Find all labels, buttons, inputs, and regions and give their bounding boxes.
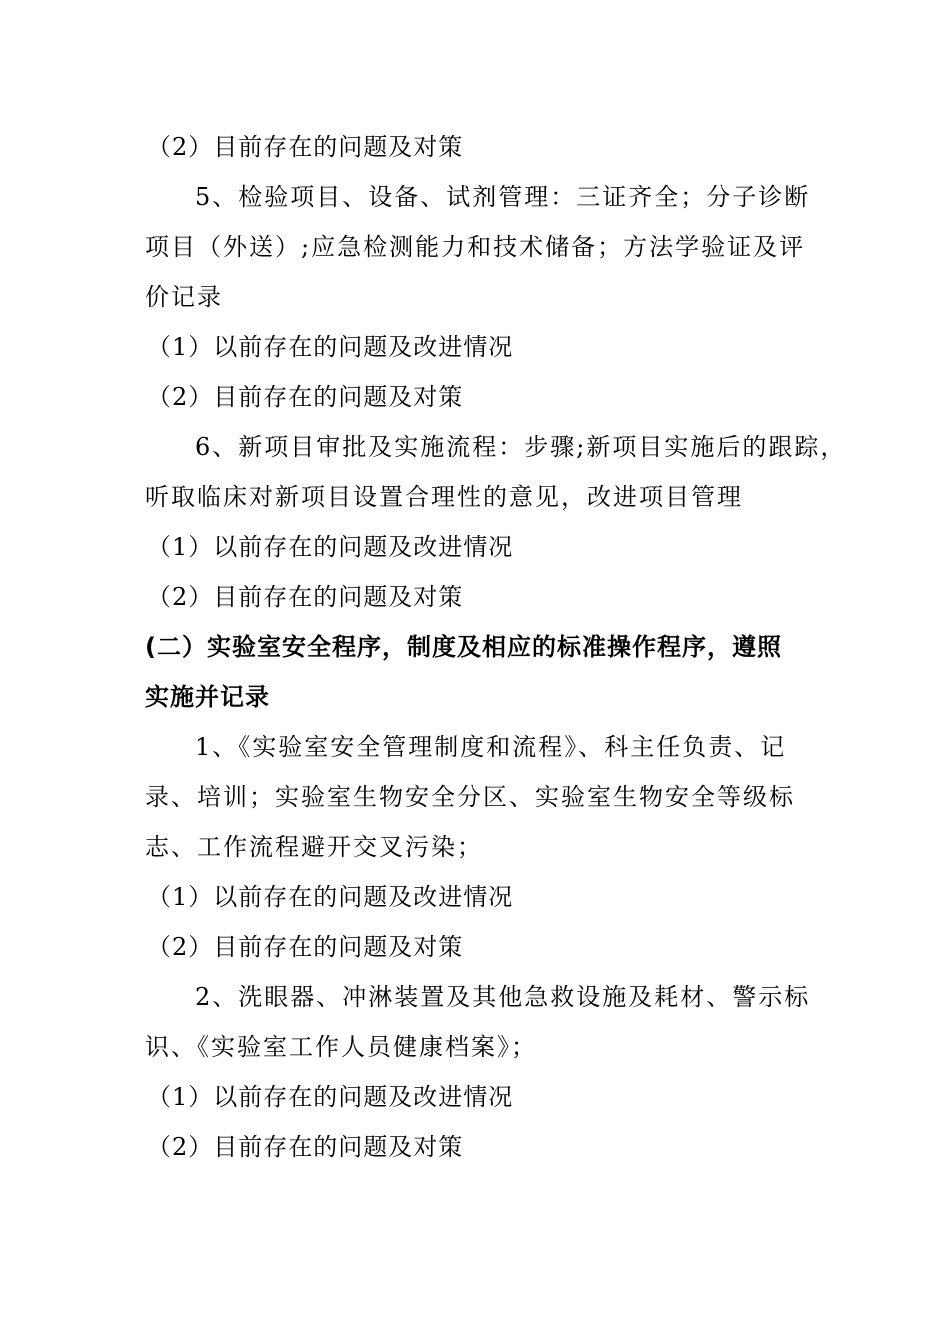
text-line: 项目（外送）;应急检测能力和技术储备；方法学验证及评 [145,233,806,261]
text-line: (二）实验室安全程序，制度及相应的标准操作程序，遵照 [145,633,782,661]
text-line: 听取临床对新项目设置合理性的意见，改进项目管理 [145,483,743,511]
text-line: （2）目前存在的问题及对策 [147,583,464,611]
document-body [145,122,847,1172]
text-line: 识、《实验室工作人员健康档案》； [145,1033,537,1061]
sub-item [145,372,815,422]
text-line: 2、洗眼器、冲淋装置及其他急救设施及耗材、警示标 [195,983,811,1011]
sub-item [145,1072,815,1122]
text-line: （2）目前存在的问题及对策 [147,933,464,961]
section-heading [145,622,815,722]
sub-item [145,572,815,622]
numbered-item [145,172,815,322]
sub-item [145,322,815,372]
sub-item [145,872,815,922]
numbered-item [145,422,847,522]
text-line: 录、培训；实验室生物安全分区、实验室生物安全等级标 [145,783,795,811]
text-line: （2）目前存在的问题及对策 [147,133,464,161]
text-line: 实施并记录 [145,683,270,711]
sub-item [145,1122,815,1172]
text-line: （1）以前存在的问题及改进情况 [147,883,514,911]
text-line: 5、检验项目、设备、试剂管理：三证齐全；分子诊断 [195,183,811,211]
text-line: （1）以前存在的问题及改进情况 [147,1083,514,1111]
sub-item [145,122,815,172]
text-line: 价记录 [145,283,223,311]
text-line: 志、工作流程避开交叉污染； [145,833,483,861]
sub-item [145,522,815,572]
sub-item [145,922,815,972]
numbered-item [145,722,815,872]
text-line: 1、《实验室安全管理制度和流程》、科主任负责、记 [195,733,787,761]
text-line: 6、新项目审批及实施流程：步骤;新项目实施后的跟踪， [195,433,847,461]
text-line: （1）以前存在的问题及改进情况 [147,333,514,361]
text-line: （1）以前存在的问题及改进情况 [147,533,514,561]
numbered-item [145,972,815,1072]
text-line: （2）目前存在的问题及对策 [147,383,464,411]
text-line: （2）目前存在的问题及对策 [147,1133,464,1161]
